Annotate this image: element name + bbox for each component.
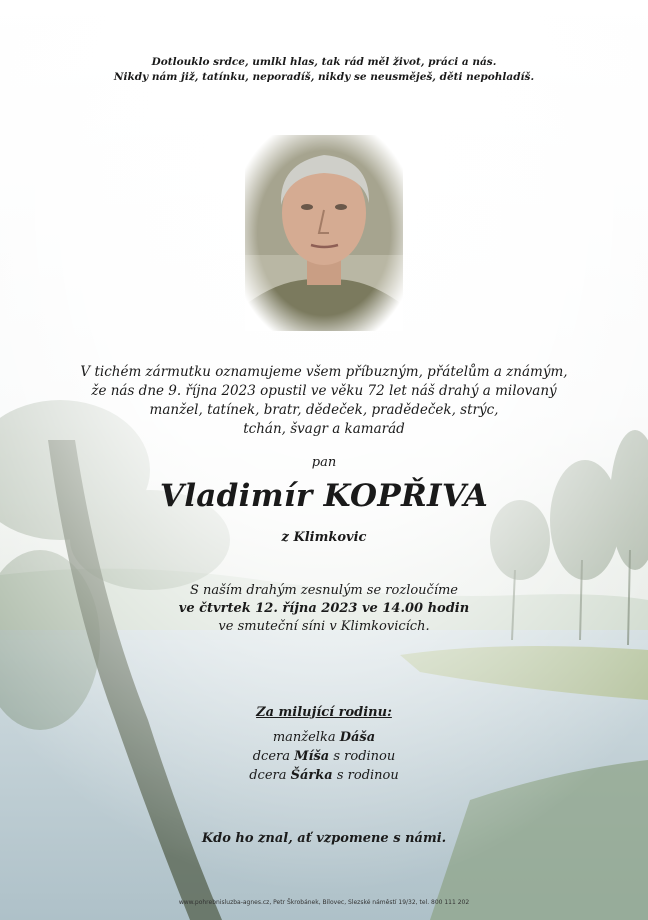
family-member-name: Míša <box>294 749 330 764</box>
funeral-venue: ve smuteční síni v Klimkovicích. <box>218 619 430 634</box>
motto-line: Nikdy nám již, tatínku, neporadíš, nikdy se neusměješ, děti nepohladíš. <box>113 71 535 83</box>
family-member-suffix: s rodinou <box>333 749 396 764</box>
funeral-date-time: ve čtvrtek 12. října 2023 ve 14.00 hodin <box>178 601 470 616</box>
family-member <box>0 766 648 785</box>
family-member-role: manželka <box>272 730 336 745</box>
family-member-suffix: s rodinou <box>336 768 399 783</box>
family-heading: Za milující rodinu: <box>256 705 392 720</box>
announcement-line: V tichém zármutku oznamujeme všem příbuzným, přátelům a známým, <box>80 364 568 380</box>
funeral-line: S naším drahým zesnulým se rozloučíme <box>189 583 459 598</box>
family-list <box>0 728 648 785</box>
deceased-origin: z Klimkovic <box>281 530 367 545</box>
family-member <box>0 747 648 766</box>
portrait-photo <box>245 135 403 331</box>
funeral-details <box>0 582 648 636</box>
family-member <box>0 728 648 747</box>
motto <box>0 55 648 85</box>
deceased-name: Vladimír KOPŘIVA <box>159 478 489 514</box>
salutation: pan <box>311 455 337 470</box>
announcement-line: že nás dne 9. října 2023 opustil ve věku 72 let náš drahý a milovaný <box>91 383 557 399</box>
family-member-name: Dáša <box>339 730 376 745</box>
family-member-role: dcera <box>252 749 290 764</box>
announcement <box>0 363 648 439</box>
announcement-line: manžel, tatínek, bratr, dědeček, pradědeček, strýc, <box>149 402 499 418</box>
announcement-line: tchán, švagr a kamarád <box>243 421 405 437</box>
family-member-name: Šárka <box>290 768 333 783</box>
motto-line: Dotlouklo srdce, umlkl hlas, tak rád měl život, práci a nás. <box>151 56 497 68</box>
funeral-service-footer: www.pohrebnisluzba-agnes.cz, Petr Škrobánek, Bílovec, Slezské náměstí 19/32, tel. 800 111 202 <box>178 899 470 906</box>
closing-line: Kdo ho znal, ať vzpomene s námi. <box>201 831 447 846</box>
family-member-role: dcera <box>249 768 287 783</box>
